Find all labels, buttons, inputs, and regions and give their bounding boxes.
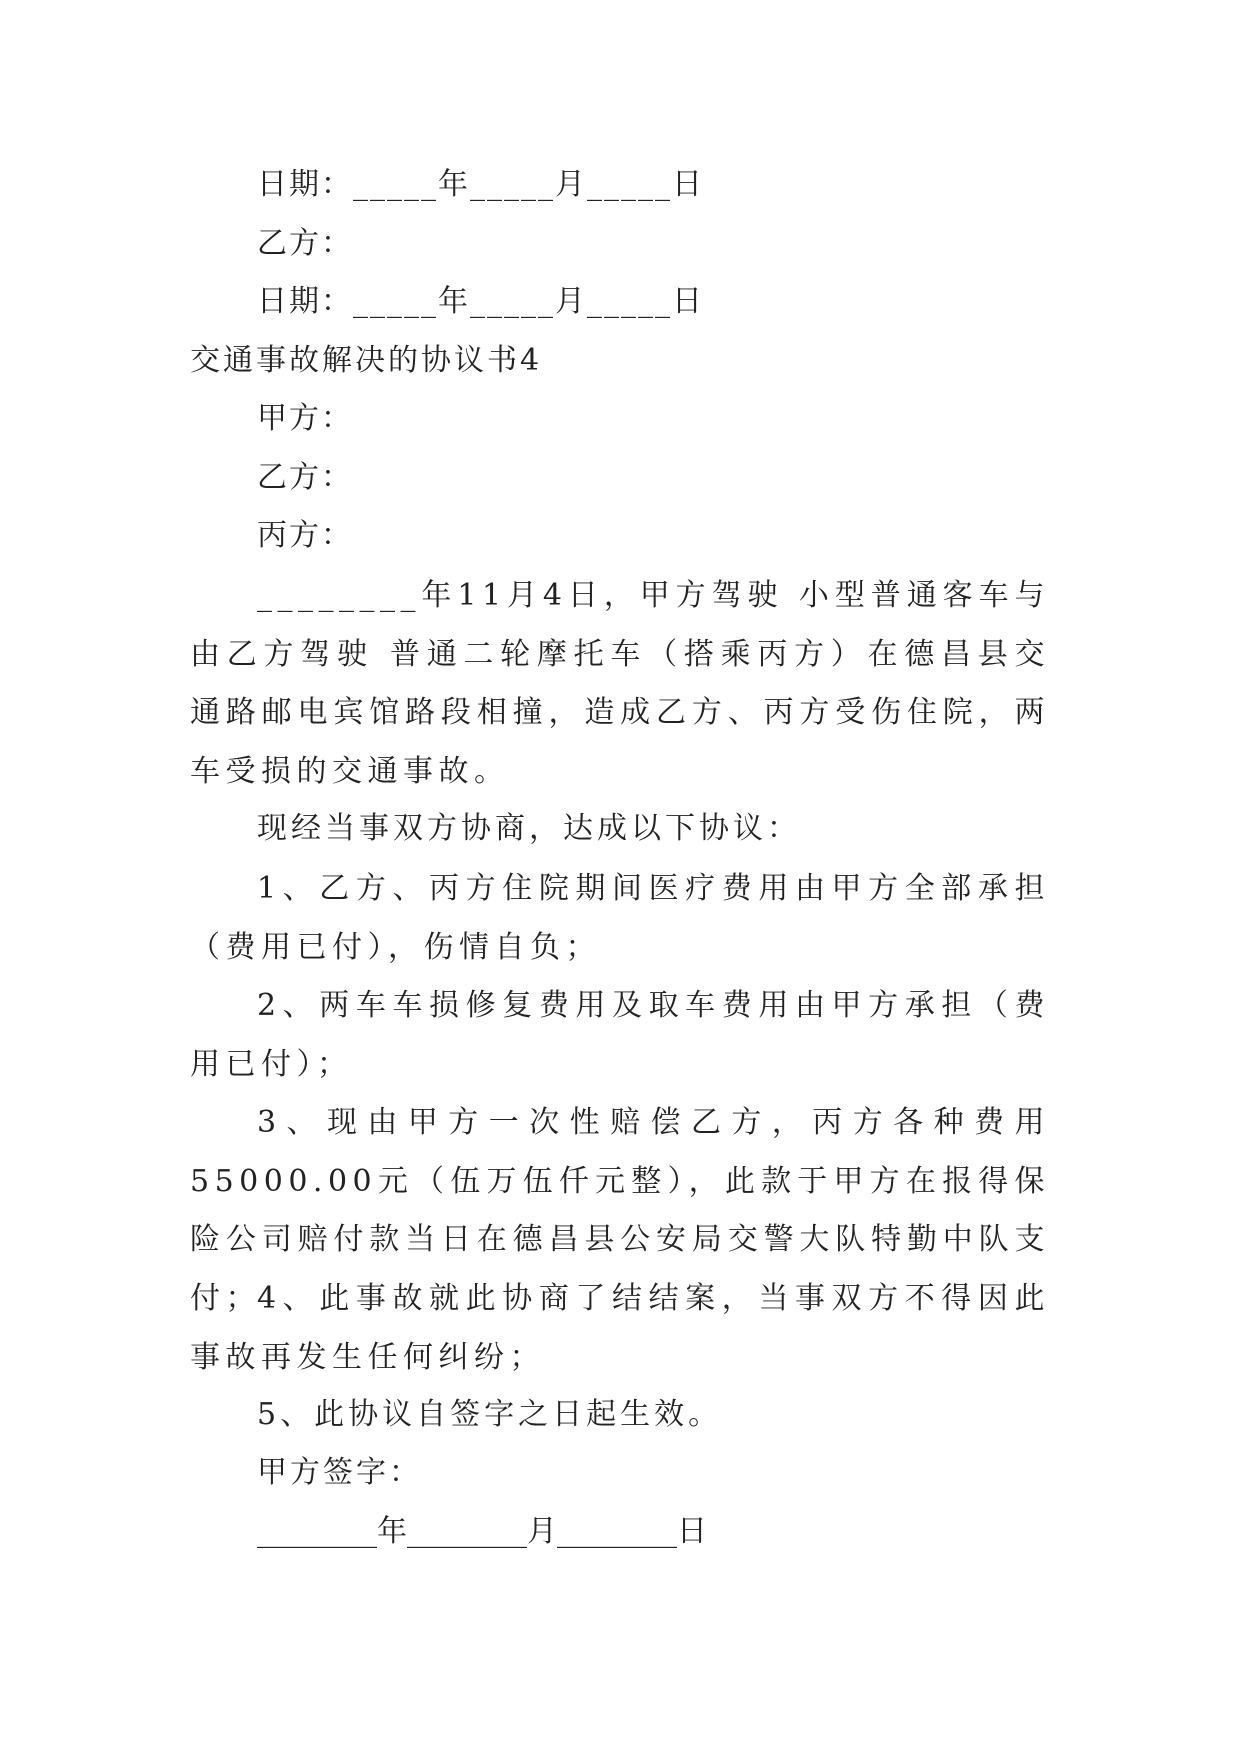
incident-paragraph: ________年11月4日，甲方驾驶 小型普通客车与由乙方驾驶 普通二轮摩托车（搭乘丙方）在德昌县交通路邮电宾馆路段相撞，造成乙方、丙方受伤住院，两车受损的交通事故。 — [190, 578, 1050, 789]
date-line-2: 日期：_____年_____月_____日 — [257, 284, 704, 319]
party-c-label: 丙方： — [257, 518, 353, 553]
signature-date-line: ________年________月________日 — [257, 1514, 707, 1549]
party-b-label-1: 乙方： — [257, 226, 353, 261]
agreement-intro: 现经当事双方协商，达成以下协议： — [257, 811, 801, 846]
clause-2: 2、两车车损修复费用及取车费用由甲方承担（费用已付）； — [190, 988, 1050, 1082]
party-a-signature-label: 甲方签字： — [257, 1455, 422, 1490]
clause-5: 5、此协议自签字之日起生效。 — [257, 1397, 723, 1432]
date-line-1: 日期：_____年_____月_____日 — [257, 167, 704, 202]
party-b-label-2: 乙方： — [257, 460, 353, 495]
clause-3: 3、现由甲方一次性赔偿乙方，丙方各种费用55000.00元（伍万伍仟元整），此款于甲方在报得保险公司赔付款当日在德昌县公安局交警大队特勤中队支付； — [190, 1105, 1050, 1316]
party-a-label: 甲方： — [257, 401, 353, 436]
section-title: 交通事故解决的协议书4 — [190, 343, 543, 378]
clause-4: 4、此事故就此协商了结结案，当事双方不得因此事故再发生任何纠纷； — [190, 1281, 1050, 1375]
clause-1: 1、乙方、丙方住院期间医疗费用由甲方全部承担（费用已付），伤情自负； — [190, 871, 1050, 965]
